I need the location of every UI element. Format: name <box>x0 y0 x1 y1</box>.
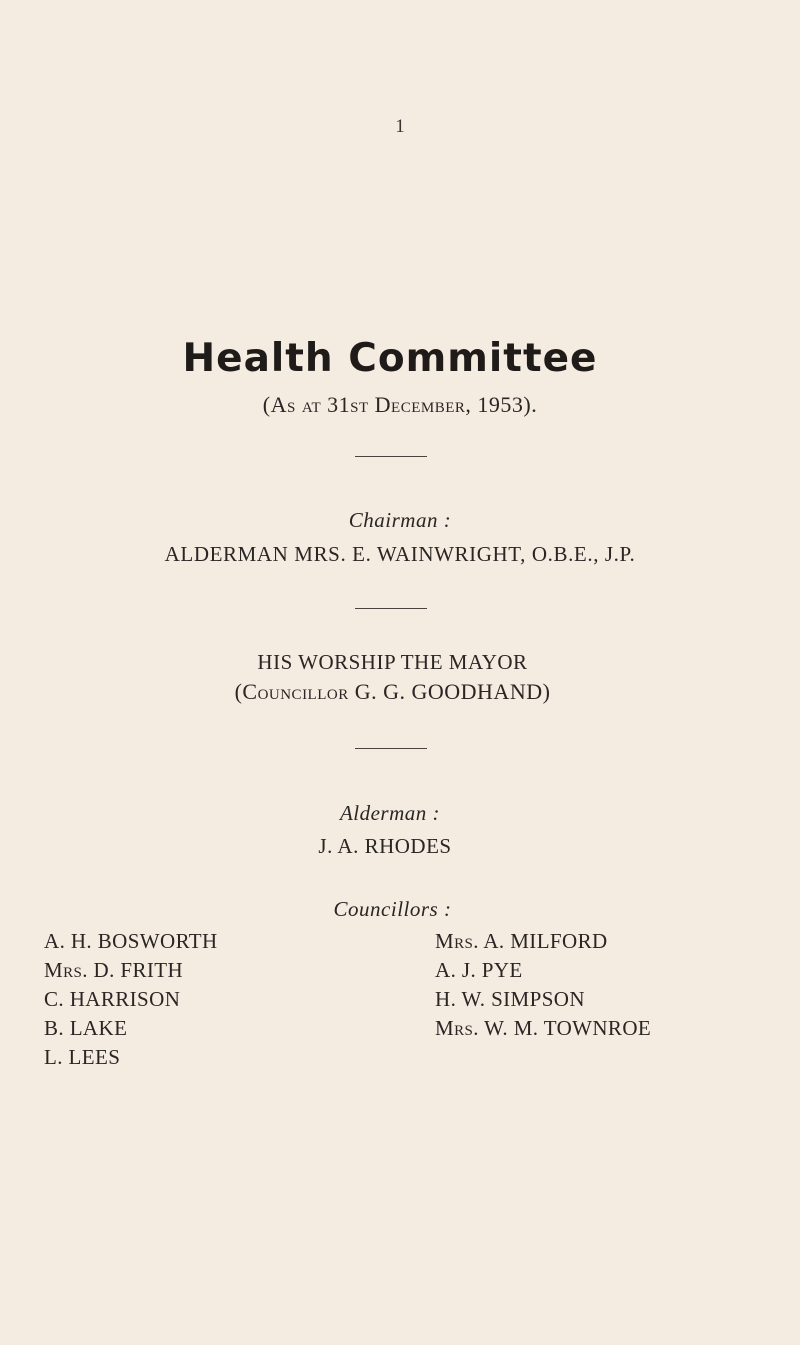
councillor-name: L. LEES <box>44 1045 121 1069</box>
councillor-name: Mrs. D. FRITH <box>44 958 184 982</box>
councillor-name: Mrs. A. MILFORD <box>435 929 608 953</box>
mayor-line: HIS WORSHIP THE MAYOR <box>257 650 528 674</box>
councillor-name: A. H. BOSWORTH <box>44 929 218 953</box>
alderman-name: J. A. RHODES <box>318 834 452 858</box>
councillor-name: A. J. PYE <box>435 958 523 982</box>
chairman-heading: Chairman : <box>348 508 452 532</box>
councillors-heading: Councillors : <box>333 897 452 921</box>
alderman-heading: Alderman : <box>339 801 441 825</box>
councillor-name: H. W. SIMPSON <box>435 987 585 1011</box>
page-subtitle: (As at 31st December, 1953). <box>262 392 538 417</box>
page-number: 1 <box>395 116 405 137</box>
divider-rule <box>355 748 427 749</box>
councillor-name: C. HARRISON <box>44 987 181 1011</box>
divider-rule <box>355 456 427 457</box>
councillors-list-left <box>44 927 218 1072</box>
councillor-name: Mrs. W. M. TOWNROE <box>435 1016 652 1040</box>
divider-rule <box>355 608 427 609</box>
councillors-list-right <box>435 927 651 1043</box>
chairman-name: ALDERMAN MRS. E. WAINWRIGHT, O.B.E., J.P. <box>164 542 636 566</box>
councillor-name: B. LAKE <box>44 1016 128 1040</box>
mayor-detail: (Councillor G. G. GOODHAND) <box>234 679 551 704</box>
page-title: Health Committee <box>182 336 598 381</box>
